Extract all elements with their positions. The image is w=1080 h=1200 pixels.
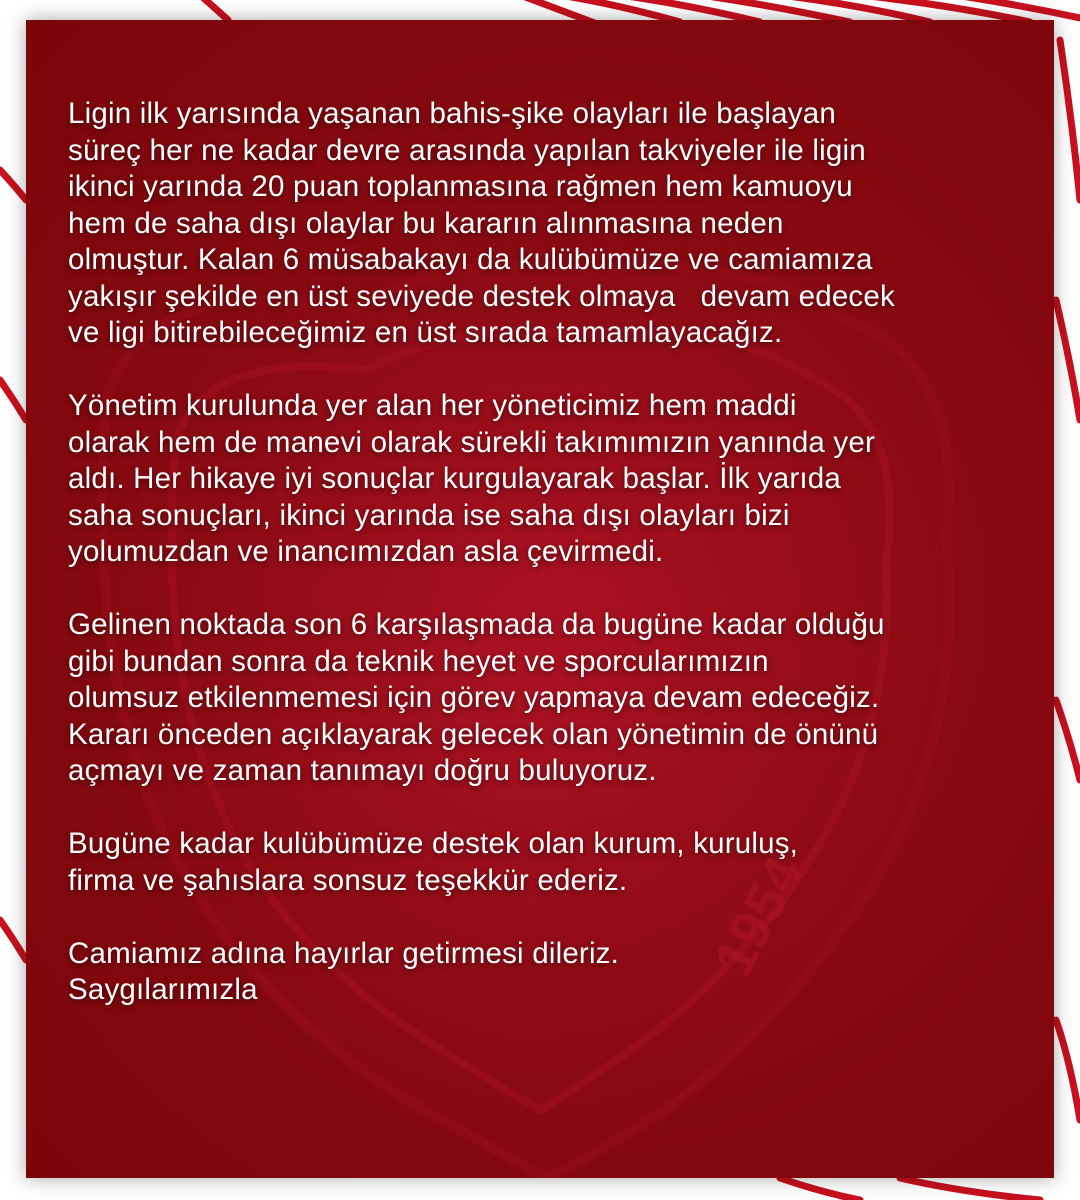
text-line: Gelinen noktada son 6 karşılaşmada da bugüne kadar olduğu bbox=[68, 608, 885, 641]
text-line: ve ligi bitirebileceğimiz en üst sırada tamamlayacağız. bbox=[68, 316, 783, 349]
text-line: Camiamız adına hayırlar getirmesi dileriz. bbox=[68, 936, 620, 970]
text-line: yakışır şekilde en üst seviyede destek olmaya devam edecek bbox=[68, 279, 895, 313]
text-line: süreç her ne kadar devre arasında yapılan takviyeler ile ligin bbox=[68, 133, 866, 167]
text-line: açmayı ve zaman tanımayı doğru buluyoruz. bbox=[68, 754, 657, 787]
text-line: Bugüne kadar kulübümüze destek olan kurum, kuruluş, bbox=[68, 827, 799, 860]
text-line: saha sonuçları, ikinci yarında ise saha dışı olayları bizi bbox=[68, 498, 790, 532]
text-line: ikinci yarında 20 puan toplanmasına rağmen hem kamuoyu bbox=[68, 170, 853, 203]
text-line: gibi bundan sonra da teknik heyet ve sporcularımızın bbox=[68, 644, 769, 678]
text-line: firma ve şahıslara sonsuz teşekkür ederiz. bbox=[68, 863, 628, 897]
text-line: Saygılarımızla bbox=[68, 973, 258, 1006]
text-line: olmuştur. Kalan 6 müsabakayı da kulübümüze ve camiamıza bbox=[68, 243, 873, 276]
text-line: Kararı önceden açıklayarak gelecek olan yönetimin de önünü bbox=[68, 717, 879, 751]
paragraph bbox=[68, 388, 1028, 571]
paragraph bbox=[68, 607, 1028, 790]
text-line: Yönetim kurulunda yer alan her yöneticimiz hem maddi bbox=[68, 389, 797, 422]
text-line: olarak hem de manevi olarak sürekli takımımızın yanında yer bbox=[68, 425, 876, 459]
text-line: Ligin ilk yarısında yaşanan bahis-şike olayları ile başlayan bbox=[68, 97, 836, 130]
text-line: aldı. Her hikaye iyi sonuçlar kurgulayarak başlar. İlk yarıda bbox=[68, 462, 841, 495]
text-line: olumsuz etkilenmemesi için görev yapmaya devam edeceğiz. bbox=[68, 681, 880, 714]
text-line: hem de saha dışı olaylar bu kararın alınmasına neden bbox=[68, 206, 784, 240]
paragraph bbox=[68, 826, 1028, 899]
text-line: yolumuzdan ve inancımızdan asla çevirmedi. bbox=[68, 535, 664, 568]
announcement-text bbox=[68, 96, 1028, 1009]
paragraph bbox=[68, 936, 1028, 1009]
crest-year: 1954 bbox=[700, 846, 816, 986]
paragraph bbox=[68, 96, 1028, 352]
announcement-panel bbox=[26, 20, 1054, 1178]
